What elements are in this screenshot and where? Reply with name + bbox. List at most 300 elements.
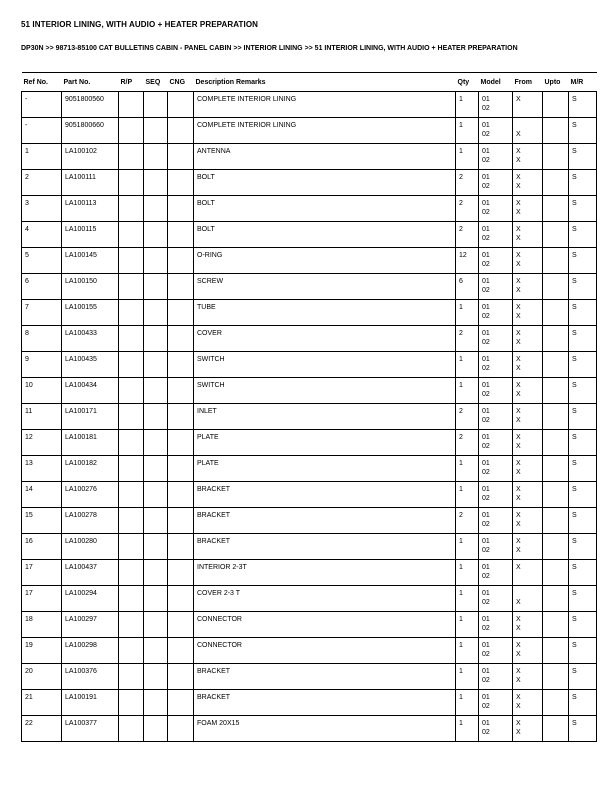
table-row xyxy=(22,169,597,195)
cell-part-no: LA100171 xyxy=(62,403,119,429)
cell-rp xyxy=(119,611,144,637)
parts-table xyxy=(21,72,597,742)
model-line: 02 xyxy=(482,417,490,425)
cell-mr: S xyxy=(569,143,597,169)
cell-part-no: LA100155 xyxy=(62,299,119,325)
model-line: 01 xyxy=(482,355,490,363)
cell-from xyxy=(513,91,543,117)
cell-mr: S xyxy=(569,507,597,533)
cell-part-no: LA100433 xyxy=(62,325,119,351)
from-mark: X xyxy=(516,183,521,191)
cell-upto xyxy=(543,299,569,325)
cell-qty: 2 xyxy=(456,195,479,221)
cell-cng xyxy=(168,689,194,715)
cell-seq xyxy=(144,689,168,715)
cell-ref-no: 7 xyxy=(22,299,62,325)
table-row xyxy=(22,351,597,377)
upto-mark xyxy=(546,615,566,625)
cell-ref-no: 12 xyxy=(22,429,62,455)
cell-rp xyxy=(119,221,144,247)
cell-model xyxy=(479,273,513,299)
cell-from xyxy=(513,715,543,741)
from-mark: X xyxy=(516,459,521,467)
cell-seq xyxy=(144,91,168,117)
cell-from xyxy=(513,611,543,637)
from-mark: X xyxy=(516,615,521,623)
model-line: 02 xyxy=(482,261,490,269)
upto-mark xyxy=(546,468,566,478)
page-title: 51 INTERIOR LINING, WITH AUDIO + HEATER PREPARATION xyxy=(21,20,259,29)
from-mark: X xyxy=(516,729,521,737)
model-line: 02 xyxy=(482,209,490,217)
cell-model xyxy=(479,585,513,611)
model-line: 01 xyxy=(482,719,490,727)
table-row xyxy=(22,585,597,611)
from-mark: X xyxy=(516,521,521,529)
cell-model xyxy=(479,143,513,169)
from-mark: X xyxy=(516,547,521,555)
from-mark: X xyxy=(516,667,521,675)
table-row xyxy=(22,533,597,559)
upto-mark xyxy=(546,407,566,417)
cell-from xyxy=(513,299,543,325)
from-mark: X xyxy=(516,563,521,571)
upto-mark xyxy=(546,329,566,339)
upto-mark xyxy=(546,95,566,105)
header-rp: R/P xyxy=(119,72,144,91)
model-line: 01 xyxy=(482,615,490,623)
from-mark: X xyxy=(516,287,521,295)
from-mark: X xyxy=(516,677,521,685)
cell-cng xyxy=(168,221,194,247)
from-mark: X xyxy=(516,703,521,711)
model-line: 02 xyxy=(482,625,490,633)
cell-cng xyxy=(168,715,194,741)
cell-qty: 2 xyxy=(456,507,479,533)
upto-mark xyxy=(546,277,566,287)
cell-seq xyxy=(144,429,168,455)
upto-mark xyxy=(546,156,566,166)
cell-model xyxy=(479,351,513,377)
from-mark: X xyxy=(516,339,521,347)
upto-mark xyxy=(546,121,566,131)
cell-seq xyxy=(144,663,168,689)
cell-cng xyxy=(168,377,194,403)
table-row xyxy=(22,91,597,117)
cell-cng xyxy=(168,91,194,117)
cell-mr: S xyxy=(569,351,597,377)
model-line: 01 xyxy=(482,511,490,519)
header-mr: M/R xyxy=(569,72,597,91)
cell-cng xyxy=(168,299,194,325)
upto-mark xyxy=(546,225,566,235)
cell-qty: 1 xyxy=(456,91,479,117)
cell-model xyxy=(479,169,513,195)
cell-mr: S xyxy=(569,247,597,273)
from-mark: X xyxy=(516,157,521,165)
cell-qty: 6 xyxy=(456,273,479,299)
cell-from xyxy=(513,533,543,559)
cell-part-no: LA100437 xyxy=(62,559,119,585)
cell-part-no: LA100434 xyxy=(62,377,119,403)
cell-mr: S xyxy=(569,221,597,247)
model-line: 02 xyxy=(482,183,490,191)
cell-description: BRACKET xyxy=(194,507,456,533)
cell-qty: 1 xyxy=(456,559,479,585)
upto-mark xyxy=(546,641,566,651)
cell-from xyxy=(513,169,543,195)
cell-cng xyxy=(168,429,194,455)
cell-rp xyxy=(119,351,144,377)
parts-table-header xyxy=(22,72,597,91)
from-mark: X xyxy=(516,719,521,727)
model-line: 02 xyxy=(482,599,490,607)
cell-rp xyxy=(119,663,144,689)
cell-qty: 1 xyxy=(456,663,479,689)
from-mark: X xyxy=(516,625,521,633)
cell-seq xyxy=(144,585,168,611)
cell-upto xyxy=(543,143,569,169)
upto-mark xyxy=(546,364,566,374)
model-line: 01 xyxy=(482,693,490,701)
cell-model xyxy=(479,429,513,455)
model-line: 02 xyxy=(482,573,490,581)
table-row xyxy=(22,455,597,481)
cell-description: CONNECTOR xyxy=(194,637,456,663)
cell-upto xyxy=(543,247,569,273)
cell-ref-no: 8 xyxy=(22,325,62,351)
cell-from xyxy=(513,195,543,221)
model-line: 02 xyxy=(482,105,490,113)
cell-rp xyxy=(119,273,144,299)
cell-description: FOAM 20X15 xyxy=(194,715,456,741)
cell-mr: S xyxy=(569,585,597,611)
cell-cng xyxy=(168,117,194,143)
cell-ref-no: 2 xyxy=(22,169,62,195)
model-line: 01 xyxy=(482,277,490,285)
cell-rp xyxy=(119,143,144,169)
cell-part-no: LA100102 xyxy=(62,143,119,169)
cell-qty: 1 xyxy=(456,715,479,741)
upto-mark xyxy=(546,572,566,582)
model-line: 02 xyxy=(482,287,490,295)
cell-mr: S xyxy=(569,663,597,689)
cell-ref-no: 13 xyxy=(22,455,62,481)
cell-model xyxy=(479,715,513,741)
model-line: 02 xyxy=(482,469,490,477)
cell-mr: S xyxy=(569,455,597,481)
cell-cng xyxy=(168,611,194,637)
cell-model xyxy=(479,481,513,507)
cell-from xyxy=(513,247,543,273)
cell-part-no: LA100377 xyxy=(62,715,119,741)
from-mark: X xyxy=(516,651,521,659)
cell-description: SWITCH xyxy=(194,351,456,377)
cell-from xyxy=(513,429,543,455)
cell-from xyxy=(513,221,543,247)
cell-cng xyxy=(168,533,194,559)
cell-description: INLET xyxy=(194,403,456,429)
from-mark: X xyxy=(516,173,521,181)
cell-cng xyxy=(168,351,194,377)
upto-mark xyxy=(546,537,566,547)
cell-cng xyxy=(168,559,194,585)
table-row xyxy=(22,559,597,585)
cell-description: BOLT xyxy=(194,195,456,221)
table-row xyxy=(22,507,597,533)
model-line: 01 xyxy=(482,173,490,181)
cell-rp xyxy=(119,325,144,351)
cell-model xyxy=(479,195,513,221)
from-mark: X xyxy=(516,209,521,217)
cell-part-no: LA100145 xyxy=(62,247,119,273)
upto-mark xyxy=(546,303,566,313)
model-line: 01 xyxy=(482,641,490,649)
from-mark: X xyxy=(516,355,521,363)
cell-upto xyxy=(543,117,569,143)
cell-description: INTERIOR 2-3T xyxy=(194,559,456,585)
from-mark: X xyxy=(516,95,521,103)
upto-mark xyxy=(546,563,566,573)
cell-ref-no: 18 xyxy=(22,611,62,637)
cell-qty: 2 xyxy=(456,403,479,429)
cell-model xyxy=(479,117,513,143)
cell-seq xyxy=(144,637,168,663)
from-mark: X xyxy=(516,381,521,389)
cell-ref-no: 4 xyxy=(22,221,62,247)
cell-ref-no: 15 xyxy=(22,507,62,533)
cell-part-no: LA100115 xyxy=(62,221,119,247)
table-row xyxy=(22,221,597,247)
model-line: 02 xyxy=(482,365,490,373)
cell-seq xyxy=(144,169,168,195)
cell-model xyxy=(479,403,513,429)
cell-upto xyxy=(543,507,569,533)
cell-rp xyxy=(119,585,144,611)
upto-mark xyxy=(546,208,566,218)
cell-rp xyxy=(119,299,144,325)
cell-cng xyxy=(168,507,194,533)
header-upto: Upto xyxy=(543,72,569,91)
table-row xyxy=(22,299,597,325)
from-mark: X xyxy=(516,511,521,519)
cell-rp xyxy=(119,377,144,403)
upto-mark xyxy=(546,459,566,469)
model-line: 01 xyxy=(482,95,490,103)
cell-model xyxy=(479,377,513,403)
from-mark: X xyxy=(516,277,521,285)
cell-cng xyxy=(168,273,194,299)
cell-part-no: LA100435 xyxy=(62,351,119,377)
cell-upto xyxy=(543,455,569,481)
cell-part-no: LA100182 xyxy=(62,455,119,481)
cell-part-no: LA100278 xyxy=(62,507,119,533)
upto-mark xyxy=(546,173,566,183)
cell-upto xyxy=(543,325,569,351)
header-ref-no: Ref No. xyxy=(22,72,62,91)
from-mark: X xyxy=(516,251,521,259)
model-line: 02 xyxy=(482,521,490,529)
header-part-no: Part No. xyxy=(62,72,119,91)
cell-rp xyxy=(119,247,144,273)
cell-ref-no: 16 xyxy=(22,533,62,559)
cell-model xyxy=(479,559,513,585)
cell-qty: 1 xyxy=(456,611,479,637)
model-line: 01 xyxy=(482,667,490,675)
cell-rp xyxy=(119,637,144,663)
cell-from xyxy=(513,325,543,351)
model-line: 01 xyxy=(482,485,490,493)
model-line: 02 xyxy=(482,157,490,165)
header-model: Model xyxy=(479,72,513,91)
cell-from xyxy=(513,377,543,403)
cell-ref-no: - xyxy=(22,117,62,143)
from-mark: X xyxy=(516,313,521,321)
upto-mark xyxy=(546,520,566,530)
model-line: 01 xyxy=(482,381,490,389)
cell-cng xyxy=(168,169,194,195)
cell-ref-no: 11 xyxy=(22,403,62,429)
cell-upto xyxy=(543,91,569,117)
model-line: 02 xyxy=(482,495,490,503)
cell-cng xyxy=(168,585,194,611)
cell-cng xyxy=(168,455,194,481)
from-mark: X xyxy=(516,147,521,155)
cell-from xyxy=(513,637,543,663)
cell-qty: 1 xyxy=(456,637,479,663)
cell-from xyxy=(513,143,543,169)
cell-description: TUBE xyxy=(194,299,456,325)
cell-upto xyxy=(543,663,569,689)
cell-description: PLATE xyxy=(194,429,456,455)
cell-cng xyxy=(168,637,194,663)
cell-description: COMPLETE INTERIOR LINING xyxy=(194,117,456,143)
cell-from xyxy=(513,689,543,715)
cell-mr: S xyxy=(569,637,597,663)
cell-rp xyxy=(119,559,144,585)
upto-mark xyxy=(546,182,566,192)
cell-model xyxy=(479,533,513,559)
cell-qty: 2 xyxy=(456,221,479,247)
cell-rp xyxy=(119,117,144,143)
from-mark: X xyxy=(516,485,521,493)
cell-description: BRACKET xyxy=(194,663,456,689)
cell-seq xyxy=(144,559,168,585)
upto-mark xyxy=(546,693,566,703)
cell-qty: 1 xyxy=(456,689,479,715)
cell-qty: 1 xyxy=(456,143,479,169)
upto-mark xyxy=(546,104,566,114)
cell-rp xyxy=(119,403,144,429)
table-row xyxy=(22,325,597,351)
cell-mr: S xyxy=(569,377,597,403)
model-line: 02 xyxy=(482,235,490,243)
upto-mark xyxy=(546,728,566,738)
cell-rp xyxy=(119,715,144,741)
cell-ref-no: 22 xyxy=(22,715,62,741)
cell-mr: S xyxy=(569,91,597,117)
model-line: 02 xyxy=(482,443,490,451)
cell-description: ANTENNA xyxy=(194,143,456,169)
upto-mark xyxy=(546,598,566,608)
cell-seq xyxy=(144,143,168,169)
cell-mr: S xyxy=(569,429,597,455)
upto-mark xyxy=(546,338,566,348)
from-mark: X xyxy=(516,469,521,477)
cell-mr: S xyxy=(569,715,597,741)
cell-model xyxy=(479,221,513,247)
model-line: 01 xyxy=(482,251,490,259)
upto-mark xyxy=(546,355,566,365)
upto-mark xyxy=(546,390,566,400)
upto-mark xyxy=(546,494,566,504)
cell-qty: 1 xyxy=(456,533,479,559)
cell-rp xyxy=(119,429,144,455)
cell-upto xyxy=(543,403,569,429)
upto-mark xyxy=(546,147,566,157)
cell-mr: S xyxy=(569,559,597,585)
cell-cng xyxy=(168,143,194,169)
cell-rp xyxy=(119,689,144,715)
cell-seq xyxy=(144,299,168,325)
cell-ref-no: 1 xyxy=(22,143,62,169)
breadcrumb: DP30N >> 98713-85100 CAT BULLETINS CABIN - PANEL CABIN >> INTERIOR LINING >> 51 INTERIOR LINING, WITH AUDIO + HEATER PREPARATION xyxy=(21,45,518,52)
cell-description: COMPLETE INTERIOR LINING xyxy=(194,91,456,117)
cell-seq xyxy=(144,455,168,481)
cell-seq xyxy=(144,507,168,533)
cell-rp xyxy=(119,455,144,481)
from-mark: X xyxy=(516,365,521,373)
cell-seq xyxy=(144,403,168,429)
cell-rp xyxy=(119,195,144,221)
upto-mark xyxy=(546,624,566,634)
cell-description: CONNECTOR xyxy=(194,611,456,637)
header-row xyxy=(22,72,597,91)
upto-mark xyxy=(546,676,566,686)
cell-from xyxy=(513,507,543,533)
cell-qty: 2 xyxy=(456,169,479,195)
cell-mr: S xyxy=(569,403,597,429)
cell-description: BRACKET xyxy=(194,533,456,559)
table-row xyxy=(22,117,597,143)
cell-model xyxy=(479,455,513,481)
cell-from xyxy=(513,351,543,377)
table-row xyxy=(22,377,597,403)
from-mark: X xyxy=(516,225,521,233)
upto-mark xyxy=(546,589,566,599)
cell-seq xyxy=(144,481,168,507)
cell-part-no: LA100111 xyxy=(62,169,119,195)
cell-cng xyxy=(168,325,194,351)
cell-part-no: 9051800660 xyxy=(62,117,119,143)
cell-seq xyxy=(144,715,168,741)
upto-mark xyxy=(546,234,566,244)
header-cng: CNG xyxy=(168,72,194,91)
cell-model xyxy=(479,637,513,663)
from-mark: X xyxy=(516,495,521,503)
model-line: 01 xyxy=(482,199,490,207)
upto-mark xyxy=(546,650,566,660)
upto-mark xyxy=(546,667,566,677)
cell-upto xyxy=(543,611,569,637)
model-line: 02 xyxy=(482,313,490,321)
cell-mr: S xyxy=(569,689,597,715)
cell-upto xyxy=(543,689,569,715)
cell-model xyxy=(479,663,513,689)
cell-rp xyxy=(119,481,144,507)
cell-part-no: 9051800560 xyxy=(62,91,119,117)
cell-cng xyxy=(168,247,194,273)
